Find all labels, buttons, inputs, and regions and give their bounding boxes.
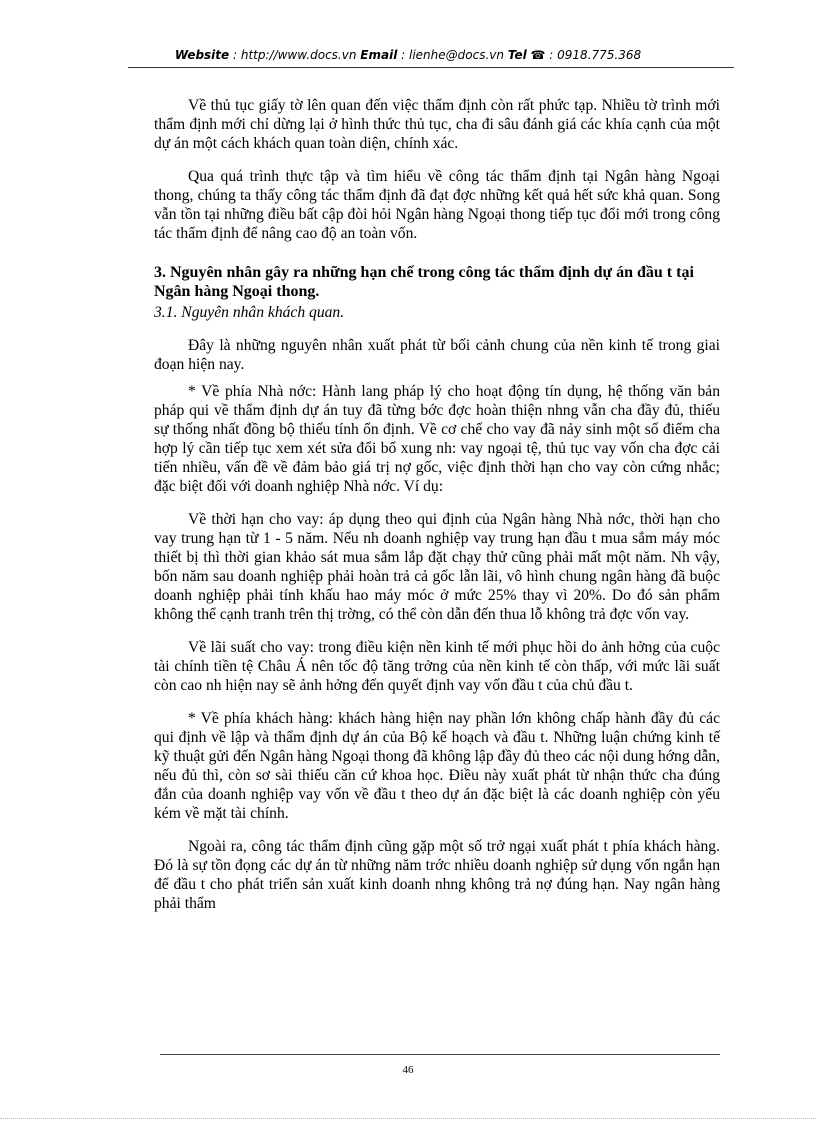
email-label: Email [360,48,398,62]
tel-number: ☎ : 0918.775.368 [530,48,642,62]
website-label: Website [174,48,230,62]
paragraph-8: Ngoài ra, công tác thẩm định cũng gặp một số trở ngại xuất phát t phía khách hàng. Đó là sự tồn đọng các dự án từ những năm trớc nhiều doanh nghiệp sử dụng vốn ngắn hạn để đầu t cho phát triển sản xuất kinh doanh nhng không trả nợ đúng hạn. Nay ngân hàng phải thẩm [154,838,720,912]
page-bottom-rule [0,1118,816,1119]
paragraph-5: Về thời hạn cho vay: áp dụng theo qui định của Ngân hàng Nhà nớc, thời hạn cho vay trung hạn từ 1 - 5 năm. Nếu nh doanh nghiệp vay trung hạn đầu t mua sắm máy móc thiết bị thì thời gian khảo sát mua sắm lắp đặt chạy thử cũng phải mất một năm. Nh vậy, bốn năm sau doanh nghiệp phải hoàn trả cả gốc lẫn lãi, vô hình chung ngân hàng đã buộc doanh nghiệp phải tính khấu hao máy móc ở mức 25% thay vì 20%. Do đó sản phẩm không thể cạnh tranh trên thị trờng, có thể còn dẫn đến thua lỗ không trả đợc vốn vay. [154,511,720,623]
tel-label: Tel [507,48,527,62]
paragraph-3: Đây là những nguyên nhân xuất phát từ bối cảnh chung của nền kinh tế trong giai đoạn hiện nay. [154,337,720,373]
paragraph-4: * Về phía Nhà nớc: Hành lang pháp lý cho hoạt động tín dụng, hệ thống văn bản pháp qui về thẩm định dự án tuy đã từng bớc đợc hoàn thiện nhng vẫn cha đầy đủ, thiếu sự thống nhất đồng bộ thiếu tính ổn định. Về cơ chế cho vay đã nảy sinh một số điểm cha hợp lý cần tiếp tục xem xét sửa đổi bổ xung nh: vay ngoại tệ, thủ tục vay vốn cha đợc cải tiến nhiều, vấn đề về đảm bảo giá trị nợ gốc, việc định thời hạn cho vay còn cứng nhắc; đặc biệt đối với doanh nghiệp Nhà nớc. Ví dụ: [154,383,720,495]
page-number: 46 [402,1064,414,1076]
paragraph-7: * Về phía khách hàng: khách hàng hiện nay phần lớn không chấp hành đầy đủ các qui định về lập và thẩm định dự án của Bộ kế hoạch và đầu t. Những luận chứng kinh tế kỹ thuật gửi đến Ngân hàng Ngoại thong đã không lập đầy đủ theo các nội dung hớng dẫn, nếu đủ thì, còn sơ sài thiếu căn cứ khoa học. Điều này xuất phát từ nhận thức cha đúng đắn của doanh nghiệp vay vốn về đầu t theo dự án đặc biệt là các doanh nghiệp còn yếu kém về mặt tài chính. [154,710,720,822]
footer-divider [160,1054,720,1055]
paragraph-2: Qua quá trình thực tập và tìm hiểu về công tác thẩm định tại Ngân hàng Ngoại thong, chúng ta thấy công tác thẩm định đã đạt đợc những kết quả hết sức khả quan. Song vẫn tồn tại những điều bất cập đòi hỏi Ngân hàng Ngoại thong tiếp tục đổi mới trong công tác thẩm định để nâng cao độ an toàn vốn. [154,168,720,242]
subsection-heading: 3.1. Nguyên nhân khách quan. [154,304,345,321]
header-divider [128,67,734,68]
paragraph-6: Về lãi suất cho vay: trong điều kiện nền kinh tế mới phục hồi do ảnh hởng của cuộc tài chính tiền tệ Châu Á nên tốc độ tăng trởng của nền kinh tế còn thấp, với mức lãi suất còn cao nh hiện nay sẽ ảnh hởng đến quyết định vay vốn đầu t của chủ đầu t. [154,639,720,694]
paragraph-1: Về thủ tục giấy tờ lên quan đến việc thẩm định còn rất phức tạp. Nhiều tờ trình mới thẩm định mới chỉ dừng lại ở hình thức thủ tục, cha đi sâu đánh giá các khía cạnh của một dự án một cách khách quan toàn diện, chính xác. [154,97,720,152]
page-header [0,48,816,62]
website-url[interactable]: : http://www.docs.vn [233,48,357,62]
email-address[interactable]: : lienhe@docs.vn [401,48,504,62]
section-heading: 3. Nguyên nhân gây ra những hạn chế trong công tác thẩm định dự án đầu t tại Ngân hàng Ngoại thong. [154,264,694,300]
document-body [154,96,720,927]
